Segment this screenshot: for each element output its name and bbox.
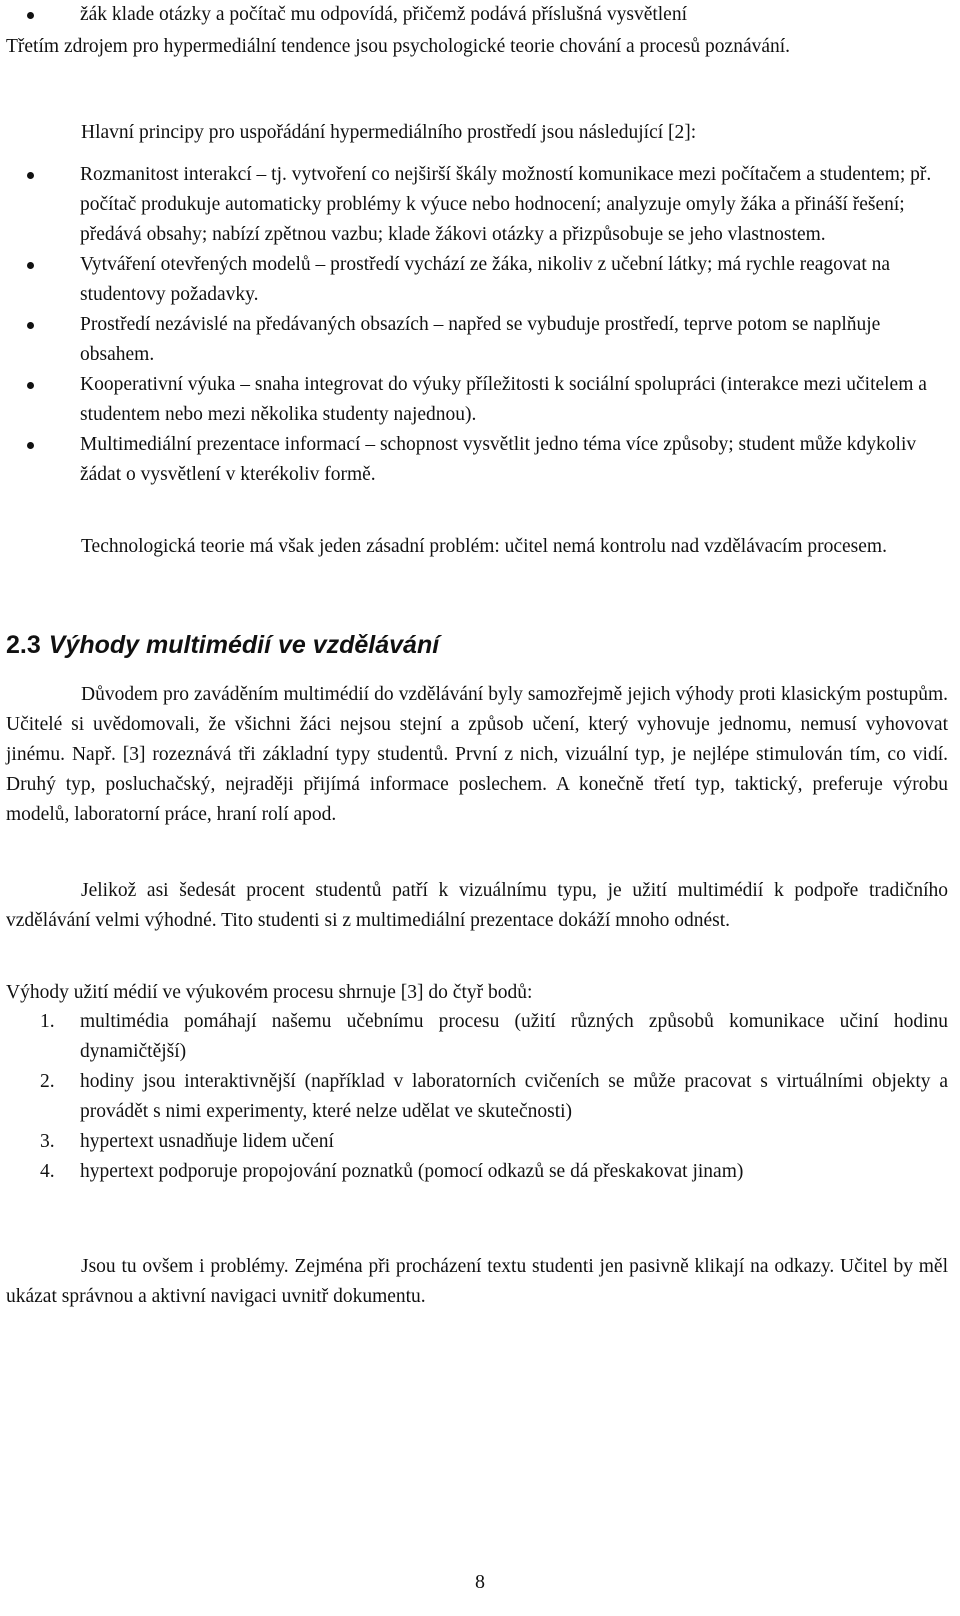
list-item: [6, 1157, 948, 1187]
advantages-intro-block: [6, 978, 948, 1008]
paragraph-sixty: Jelikož asi šedesát procent studentů patří k vizuálnímu typu, je užití multimédií k podpoře tradičního vzdělávání velmi výhodné. Tito studenti si z multimediální prezentace dokáží mnoho odnést.: [6, 880, 948, 931]
paragraph-problems-block: [6, 1252, 948, 1312]
list-item-number: 1.: [40, 1011, 55, 1032]
paragraph-third-source-block: [6, 32, 948, 62]
list-item-text: hodiny jsou interaktivnější (například v laboratorních cvičeních se může pracovat s virtuálními objekty a provádět s nimi experimenty, které nelze udělat ve skutečnosti): [80, 1071, 948, 1122]
list-item-text: Multimediální prezentace informací – schopnost vysvětlit jedno téma více způsoby; student může kdykoliv žádat o vysvětlení v kterékoliv formě.: [80, 434, 917, 485]
section-heading: [6, 628, 439, 662]
paragraph-sixty-block: [6, 876, 948, 936]
list-item-text: multimédia pomáhají našemu učebnímu procesu (užití různých způsobů komunikace učiní hodinu dynamičtější): [80, 1011, 948, 1062]
list-item-text: Vytváření otevřených modelů – prostředí vychází ze žáka, nikoliv z učební látky; má rychle reagovat na studentovy požadavky.: [80, 254, 891, 305]
bullet-icon: [27, 322, 34, 329]
list-item: [6, 430, 948, 490]
list-item: [6, 250, 948, 310]
paragraph-technology: Technologická teorie má však jeden zásadní problém: učitel nemá kontrolu nad vzdělávacím procesem.: [81, 536, 887, 557]
principles-intro: Hlavní principy pro uspořádání hypermediálního prostředí jsou následující [2]:: [81, 122, 697, 143]
list-item: [6, 310, 948, 370]
list-item-text: hypertext usnadňuje lidem učení: [80, 1131, 334, 1152]
list-item: [6, 160, 948, 250]
bullet-icon: [27, 442, 34, 449]
paragraph-problems: Jsou tu ovšem i problémy. Zejména při procházení textu studenti jen pasivně klikají na odkazy. Učitel by měl ukázat správnou a aktivní navigaci uvnitř dokumentu.: [6, 1256, 948, 1307]
list-item: [6, 1067, 948, 1127]
list-item-number: 3.: [40, 1131, 55, 1152]
page-number: 8: [475, 1571, 485, 1593]
paragraph-third-source: Třetím zdrojem pro hypermediální tendence jsou psychologické teorie chování a procesů poznávání.: [6, 36, 791, 57]
section-number: 2.3: [6, 631, 41, 659]
intro-bullet-block: [6, 0, 948, 30]
principles-intro-block: [6, 118, 948, 148]
list-item-text: Kooperativní výuka – snaha integrovat do výuky příležitosti k sociální spolupráci (interakce mezi učitelem a studentem nebo mezi několika studenty najednou).: [80, 374, 927, 425]
list-item: [6, 0, 948, 30]
principles-list: [6, 160, 948, 490]
advantages-block: [6, 1007, 948, 1187]
list-item-text: Rozmanitost interakcí – tj. vytvoření co nejširší škály možností komunikace mezi počítačem a studentem; př. počítač produkuje automaticky problémy k výuce nebo hodnocení; analyzuje omyly žáka a přináší řešení; předává obsahy; nabízí zpětnou vazbu; klade žákovi otázky a přizpůsobuje se jeho vlastnostem.: [80, 164, 932, 245]
section-title: Výhody multimédií ve vzdělávání: [48, 631, 440, 659]
list-item: [6, 1127, 948, 1157]
bullet-icon: [27, 172, 34, 179]
advantages-intro: Výhody užití médií ve výukovém procesu shrnuje [3] do čtyř bodů:: [6, 982, 533, 1003]
bullet-icon: [27, 262, 34, 269]
bullet-icon: [27, 12, 34, 19]
list-item-text: hypertext podporuje propojování poznatků (pomocí odkazů se dá přeskakovat jinam): [80, 1161, 744, 1182]
paragraph-reasons: Důvodem pro zaváděním multimédií do vzdělávání byly samozřejmě jejich výhody proti klasickým postupům. Učitelé si uvědomovali, že všichni žáci nejsou stejní a způsob učení, který vyhovuje jednomu, nemusí vyhovovat jinému. Např. [3] rozeznává tři základní typy studentů. První z nich, vizuální typ, je nejlépe stimulován tím, co vidí. Druhý typ, posluchačský, nejraději přijímá informace poslechem. A konečně třetí typ, taktický, preferuje výrobu modelů, laboratorní práce, hraní rolí apod.: [6, 684, 948, 825]
paragraph-technology-block: [6, 532, 948, 562]
list-item-number: 2.: [40, 1071, 55, 1092]
list-item-text: Prostředí nezávislé na předávaných obsazích – napřed se vybuduje prostředí, teprve potom se naplňuje obsahem.: [80, 314, 881, 365]
list-item: [6, 1007, 948, 1067]
advantages-list: [6, 1007, 948, 1187]
principles-block: [6, 160, 948, 490]
intro-bullet-list: [6, 0, 948, 30]
list-item: [6, 370, 948, 430]
paragraph-reasons-block: [6, 680, 948, 830]
list-item-text: žák klade otázky a počítač mu odpovídá, přičemž podává příslušná vysvětlení: [80, 4, 688, 25]
list-item-number: 4.: [40, 1161, 55, 1182]
bullet-icon: [27, 382, 34, 389]
